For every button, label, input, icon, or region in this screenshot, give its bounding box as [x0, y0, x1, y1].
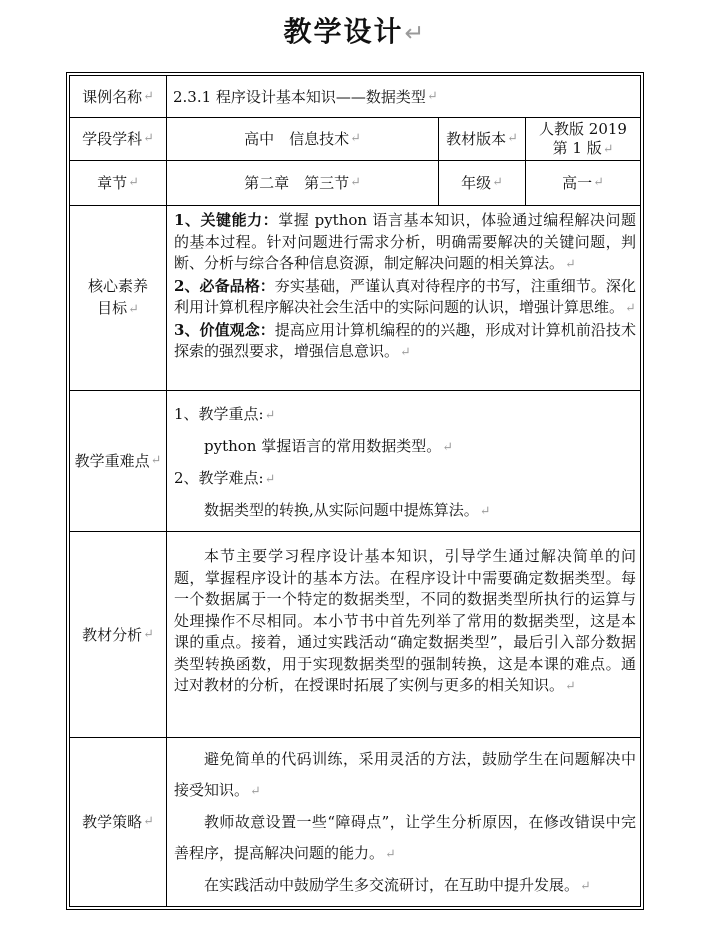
goals-label-line1: 核心素养 — [87, 277, 148, 295]
return-mark-icon: ↵ — [128, 175, 139, 190]
return-mark-icon: ↵ — [593, 175, 604, 190]
grade-value-cell — [526, 161, 640, 205]
subject-label-cell — [70, 118, 166, 160]
return-mark-icon: ↵ — [442, 440, 453, 455]
focus-text: python 掌握语言的常用数据类型。 — [204, 437, 442, 455]
goal-item-text: 夯实基础，严谨认真对待程序的书写，注重细节。深化利用计算机程序解决社会生活中的实际问题的认识，增强计算思维。 — [174, 276, 636, 316]
course-name: 2.3.1 程序设计基本知识——数据类型 — [173, 87, 426, 106]
return-mark-icon: ↵ — [350, 131, 361, 146]
edition-value-line2: 第 1 版 — [552, 138, 602, 157]
subject-value-cell — [167, 118, 438, 160]
goals-content — [174, 210, 636, 364]
return-mark-icon: ↵ — [350, 175, 361, 190]
return-mark-icon: ↵ — [400, 345, 411, 360]
goal-item-head: 3、价值观念： — [174, 320, 275, 339]
return-mark-icon: ↵ — [492, 175, 503, 190]
strategy-text: 在实践活动中鼓励学生多交流研讨，在互助中提升发展。 — [204, 876, 580, 894]
course-name-cell — [167, 76, 640, 117]
goals-label-cell — [70, 206, 166, 390]
grade-label-cell — [439, 161, 525, 205]
edition-label-cell — [439, 118, 525, 160]
goal-item — [174, 276, 636, 320]
chapter-value-cell — [167, 161, 438, 205]
analysis-text: 本节主要学习程序设计基本知识，引导学生通过解决简单的问题，掌握程序设计的基本方法。在程序设计中需要确定数据类型。每一个数据属于一个特定的数据类型，不同的数据类型所执行的运算与处理操作不尽相同。本小节书中首先列举了常用的数据类型，这是本课的重点。接着，通过实践活动“确定数据类型”，最后引入部分数据类型转换函数，用于实现数据类型的强制转换，这是本课的难点。通过对教材的分析，在授课时拓展了实例与更多的相关知识。 — [174, 547, 636, 694]
return-mark-icon: ↵ — [143, 626, 154, 642]
goal-item — [174, 210, 636, 276]
strategy-label-cell — [70, 738, 166, 906]
goal-item-head: 2、必备品格： — [174, 276, 275, 295]
analysis-label: 教材分析 — [82, 625, 143, 644]
edition-value-cell — [526, 118, 640, 160]
chapter-value: 第二章 第三节 — [244, 174, 350, 192]
return-mark-icon: ↵ — [580, 879, 591, 894]
goals-label-line2: 目标 — [97, 299, 128, 317]
strategy-paragraph — [174, 870, 636, 902]
return-mark-icon: ↵ — [264, 408, 276, 423]
key-points-label: 教学重难点 — [74, 452, 150, 470]
course-label: 课例名称 — [82, 87, 143, 106]
strategy-paragraph — [174, 807, 636, 870]
chapter-label: 章节 — [97, 174, 128, 192]
key-points-content — [174, 399, 636, 527]
course-label-cell — [70, 76, 166, 117]
return-mark-icon: ↵ — [565, 257, 576, 272]
return-mark-icon: ↵ — [565, 679, 576, 694]
return-mark-icon: ↵ — [602, 141, 614, 157]
document-title — [0, 10, 710, 50]
analysis-content — [174, 546, 636, 698]
grade-value: 高一 — [562, 174, 593, 192]
focus-heading: 1、教学重点: — [174, 405, 264, 423]
return-mark-icon: ↵ — [479, 504, 491, 519]
difficulty-text: 数据类型的转换,从实际问题中提炼算法。 — [204, 501, 479, 519]
title-text: 教学设计 — [283, 15, 404, 48]
edition-value-line1: 人教版 2019 — [539, 119, 627, 138]
grade-label: 年级 — [461, 174, 492, 192]
return-mark-icon: ↵ — [625, 301, 636, 316]
return-mark-icon: ↵ — [143, 814, 154, 829]
goal-item-text: 掌握 python 语言基本知识，体验通过编程解决问题的基本过程。针对问题进行需求分析，明确需要解决的关键问题，判断、分析与综合各种信息资源，制定解决问题的相关算法。 — [174, 211, 636, 272]
goal-item-head: 1、关键能力： — [174, 211, 279, 229]
return-mark-icon: ↵ — [385, 847, 396, 862]
chapter-label-cell — [70, 161, 166, 205]
return-mark-icon: ↵ — [128, 302, 139, 317]
strategy-text: 教师故意设置一些“障碍点”，让学生分析原因，在修改错误中完善程序，提高解决问题的能力。 — [174, 813, 636, 862]
return-mark-icon: ↵ — [264, 472, 276, 487]
key-points-label-cell — [70, 391, 166, 531]
strategy-content — [174, 744, 636, 902]
return-mark-icon: ↵ — [426, 88, 438, 104]
difficulty-heading: 2、教学难点: — [174, 469, 264, 487]
strategy-paragraph — [174, 744, 636, 807]
return-mark-icon: ↵ — [143, 131, 154, 146]
edition-label: 教材版本 — [446, 130, 507, 148]
return-mark-icon: ↵ — [150, 453, 162, 468]
subject-label: 学段学科 — [82, 130, 143, 148]
return-mark-icon: ↵ — [404, 19, 427, 47]
strategy-label: 教学策略 — [82, 813, 143, 831]
goal-item-text: 提高应用计算机编程的的兴趣，形成对计算机前沿技术探索的强烈要求，增强信息意识。 — [174, 320, 636, 360]
strategy-text: 避免简单的代码训练，采用灵活的方法，鼓励学生在问题解决中接受知识。 — [174, 750, 636, 799]
return-mark-icon: ↵ — [143, 88, 154, 104]
goal-item — [174, 320, 636, 364]
return-mark-icon: ↵ — [250, 784, 261, 799]
analysis-label-cell — [70, 532, 166, 737]
return-mark-icon: ↵ — [507, 131, 518, 146]
subject-value: 高中 信息技术 — [244, 130, 350, 148]
